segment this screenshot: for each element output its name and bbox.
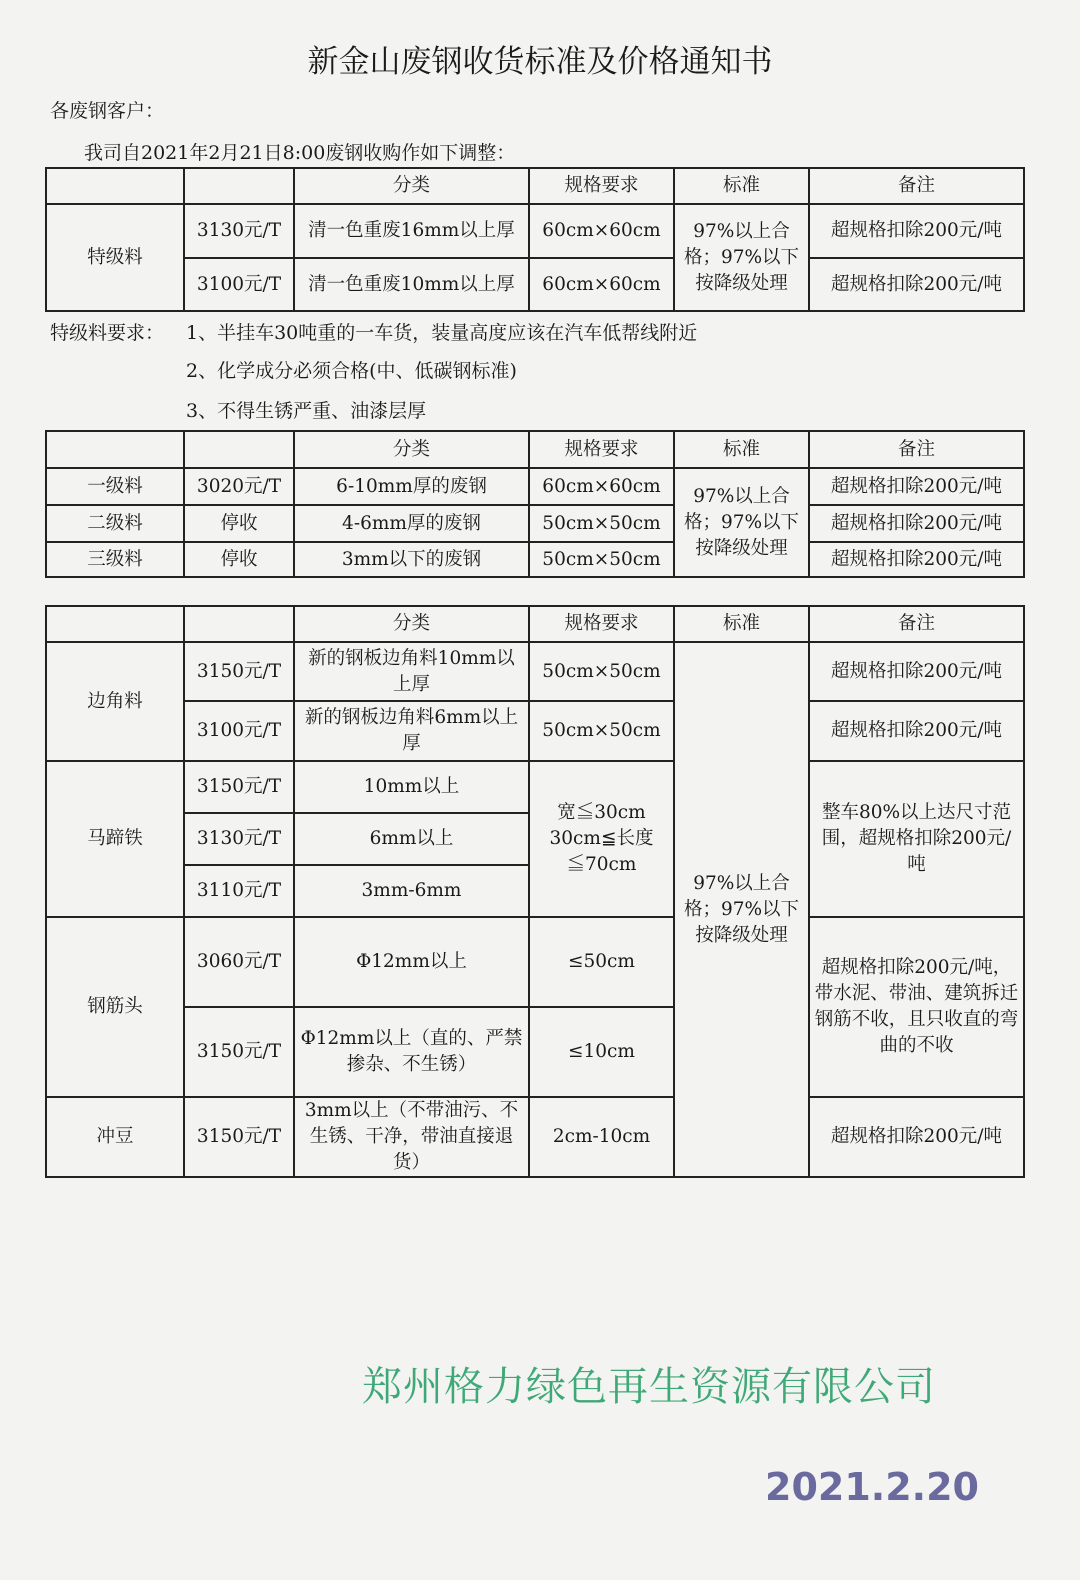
grade-cell: 冲豆 bbox=[46, 1097, 184, 1177]
category-cell: 6mm以上 bbox=[294, 813, 529, 865]
price-cell: 3150元/T bbox=[184, 761, 294, 813]
header-cell: 规格要求 bbox=[529, 606, 674, 642]
header-cell: 备注 bbox=[809, 606, 1024, 642]
header-cell bbox=[184, 168, 294, 204]
category-cell: 新的钢板边角料6mm以上厚 bbox=[294, 701, 529, 761]
spec-cell: 2cm-10cm bbox=[529, 1097, 674, 1177]
grade-cell: 二级料 bbox=[46, 505, 184, 542]
header-cell: 标准 bbox=[674, 168, 809, 204]
table-row bbox=[46, 642, 1024, 701]
category-cell: 清一色重废10mm以上厚 bbox=[294, 258, 529, 311]
note-cell: 超规格扣除200元/吨 bbox=[809, 542, 1024, 577]
grade-table bbox=[45, 430, 1025, 578]
header-cell: 标准 bbox=[674, 606, 809, 642]
price-cell: 3150元/T bbox=[184, 1097, 294, 1177]
issue-date: 2021.2.20 bbox=[765, 1465, 979, 1509]
header-cell: 标准 bbox=[674, 431, 809, 468]
price-cell: 3020元/T bbox=[184, 468, 294, 505]
table-row bbox=[46, 258, 1024, 311]
header-cell bbox=[184, 606, 294, 642]
spec-cell: ≤50cm bbox=[529, 917, 674, 1007]
grade-cell: 一级料 bbox=[46, 468, 184, 505]
header-cell: 规格要求 bbox=[529, 431, 674, 468]
intro-text: 我司自2021年2月21日8:00废钢收购作如下调整： bbox=[84, 142, 516, 164]
company-name: 郑州格力绿色再生资源有限公司 bbox=[362, 1364, 936, 1410]
grade-cell: 马蹄铁 bbox=[46, 761, 184, 917]
table-row bbox=[46, 917, 1024, 1007]
category-cell: 3mm以上（不带油污、不生锈、干净，带油直接退货） bbox=[294, 1097, 529, 1177]
premium-grade-table bbox=[45, 167, 1025, 312]
price-cell: 3060元/T bbox=[184, 917, 294, 1007]
spec-cell: 50cm×50cm bbox=[529, 542, 674, 577]
note-cell: 超规格扣除200元/吨 bbox=[809, 204, 1024, 258]
price-cell: 3110元/T bbox=[184, 865, 294, 917]
note-cell: 超规格扣除200元/吨，带水泥、带油、建筑拆迁钢筋不收，且只收直的弯曲的不收 bbox=[809, 917, 1024, 1097]
price-cell: 停收 bbox=[184, 505, 294, 542]
header-cell bbox=[46, 168, 184, 204]
header-cell: 分类 bbox=[294, 431, 529, 468]
category-cell: 清一色重废16mm以上厚 bbox=[294, 204, 529, 258]
price-cell: 3100元/T bbox=[184, 258, 294, 311]
standard-cell: 97%以上合格；97%以下按降级处理 bbox=[674, 642, 809, 1177]
grade-cell: 三级料 bbox=[46, 542, 184, 577]
category-cell: 新的钢板边角料10mm以上厚 bbox=[294, 642, 529, 701]
header-cell: 备注 bbox=[809, 431, 1024, 468]
spec-cell: ≤10cm bbox=[529, 1007, 674, 1097]
table-header-row bbox=[46, 168, 1024, 204]
table-row bbox=[46, 468, 1024, 505]
table-row bbox=[46, 1097, 1024, 1177]
header-cell: 规格要求 bbox=[529, 168, 674, 204]
table-row bbox=[46, 505, 1024, 542]
spec-cell: 60cm×60cm bbox=[529, 258, 674, 311]
price-cell: 3100元/T bbox=[184, 701, 294, 761]
requirement-item: 2、化学成分必须合格(中、低碳钢标准) bbox=[186, 360, 517, 382]
note-cell: 整车80%以上达尺寸范围，超规格扣除200元/吨 bbox=[809, 761, 1024, 917]
price-cell: 3150元/T bbox=[184, 642, 294, 701]
spec-cell: 50cm×50cm bbox=[529, 505, 674, 542]
standard-cell: 97%以上合格；97%以下按降级处理 bbox=[674, 468, 809, 577]
header-cell: 分类 bbox=[294, 606, 529, 642]
price-cell: 3150元/T bbox=[184, 1007, 294, 1097]
table-row bbox=[46, 542, 1024, 577]
note-cell: 超规格扣除200元/吨 bbox=[809, 505, 1024, 542]
category-cell: 3mm-6mm bbox=[294, 865, 529, 917]
price-cell: 3130元/T bbox=[184, 204, 294, 258]
spec-cell: 50cm×50cm bbox=[529, 642, 674, 701]
spec-cell: 60cm×60cm bbox=[529, 204, 674, 258]
header-cell bbox=[46, 606, 184, 642]
document-title: 新金山废钢收货标准及价格通知书 bbox=[307, 44, 773, 80]
table-row bbox=[46, 701, 1024, 761]
spec-cell: 50cm×50cm bbox=[529, 701, 674, 761]
greeting: 各废钢客户： bbox=[50, 100, 165, 122]
category-cell: 10mm以上 bbox=[294, 761, 529, 813]
header-cell bbox=[46, 431, 184, 468]
standard-cell: 97%以上合格；97%以下按降级处理 bbox=[674, 204, 809, 311]
category-cell: 3mm以下的废钢 bbox=[294, 542, 529, 577]
price-cell: 停收 bbox=[184, 542, 294, 577]
requirement-item: 1、半挂车30吨重的一车货，装量高度应该在汽车低帮线附近 bbox=[186, 322, 698, 344]
table-header-row bbox=[46, 431, 1024, 468]
grade-cell: 钢筋头 bbox=[46, 917, 184, 1097]
category-cell: Φ12mm以上（直的、严禁掺杂、不生锈） bbox=[294, 1007, 529, 1097]
price-cell: 3130元/T bbox=[184, 813, 294, 865]
note-cell: 超规格扣除200元/吨 bbox=[809, 468, 1024, 505]
note-cell: 超规格扣除200元/吨 bbox=[809, 1097, 1024, 1177]
note-cell: 超规格扣除200元/吨 bbox=[809, 701, 1024, 761]
special-materials-table bbox=[45, 605, 1025, 1178]
table-row bbox=[46, 761, 1024, 813]
category-cell: Φ12mm以上 bbox=[294, 917, 529, 1007]
grade-cell: 特级料 bbox=[46, 204, 184, 311]
spec-cell: 宽≦30cm 30cm≦长度≦70cm bbox=[529, 761, 674, 917]
header-cell: 分类 bbox=[294, 168, 529, 204]
table-row bbox=[46, 204, 1024, 258]
grade-cell: 边角料 bbox=[46, 642, 184, 761]
table-header-row bbox=[46, 606, 1024, 642]
category-cell: 6-10mm厚的废钢 bbox=[294, 468, 529, 505]
header-cell bbox=[184, 431, 294, 468]
note-cell: 超规格扣除200元/吨 bbox=[809, 642, 1024, 701]
category-cell: 4-6mm厚的废钢 bbox=[294, 505, 529, 542]
header-cell: 备注 bbox=[809, 168, 1024, 204]
requirements-label: 特级料要求： bbox=[50, 322, 165, 344]
note-cell: 超规格扣除200元/吨 bbox=[809, 258, 1024, 311]
requirement-item: 3、不得生锈严重、油漆层厚 bbox=[186, 400, 427, 422]
spec-cell: 60cm×60cm bbox=[529, 468, 674, 505]
